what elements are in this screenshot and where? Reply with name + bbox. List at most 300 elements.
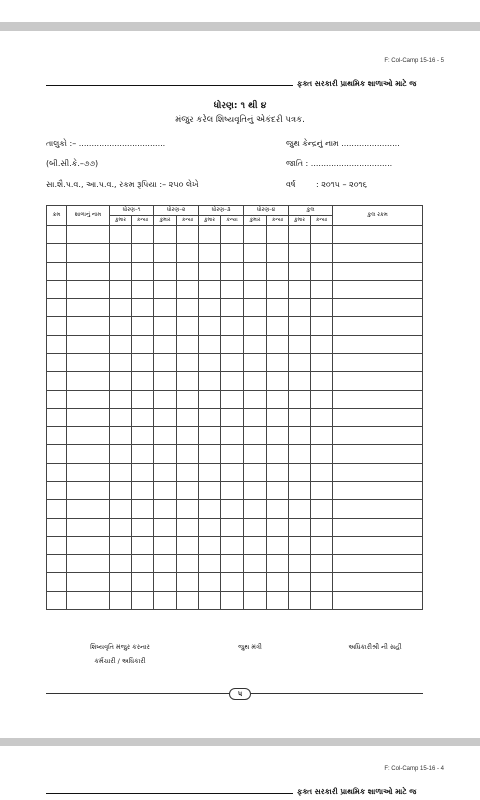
table-cell bbox=[311, 500, 333, 518]
table-cell bbox=[333, 226, 423, 244]
signature-sanctioner bbox=[60, 643, 180, 666]
col-total-amount: કુલ રકમ bbox=[333, 206, 423, 226]
table-cell bbox=[132, 280, 154, 298]
table-cell bbox=[244, 244, 267, 262]
table-cell bbox=[177, 536, 199, 554]
form-subtitle: મંજુર કરેલ શિષ્યવૃતિનું એકંદરી પત્રક. bbox=[175, 115, 305, 125]
table-cell bbox=[289, 463, 311, 481]
table-cell bbox=[221, 463, 244, 481]
table-cell bbox=[267, 445, 289, 463]
table-cell bbox=[154, 262, 177, 280]
table-row bbox=[47, 353, 423, 371]
table-cell bbox=[132, 244, 154, 262]
table-cell bbox=[47, 427, 67, 445]
form-code: F: Col-Camp 15-16 - 5 bbox=[384, 58, 444, 64]
table-cell bbox=[199, 244, 221, 262]
table-cell bbox=[132, 335, 154, 353]
table-cell bbox=[333, 573, 423, 591]
table-row bbox=[47, 390, 423, 408]
table-cell bbox=[47, 390, 67, 408]
header-rule bbox=[46, 85, 293, 86]
col-std-1: ધોરણ–૧ bbox=[110, 206, 154, 216]
table-cell bbox=[333, 408, 423, 426]
table-cell bbox=[47, 280, 67, 298]
table-cell bbox=[177, 555, 199, 573]
table-cell bbox=[110, 408, 132, 426]
table-cell bbox=[311, 591, 333, 609]
table-cell bbox=[110, 335, 132, 353]
signature-officer: અધિકારીશ્રી ની સહી bbox=[348, 643, 402, 651]
header-title: ફક્ત સરકારી પ્રાથમિક શાળાઓ માટે જ bbox=[297, 79, 417, 88]
table-cell bbox=[199, 408, 221, 426]
table-row bbox=[47, 500, 423, 518]
table-cell bbox=[289, 591, 311, 609]
table-cell bbox=[47, 445, 67, 463]
table-cell bbox=[311, 226, 333, 244]
table-cell bbox=[199, 262, 221, 280]
table-cell bbox=[244, 317, 267, 335]
table-cell bbox=[267, 353, 289, 371]
table-cell bbox=[154, 390, 177, 408]
subcol-boys: કુમાર bbox=[199, 216, 221, 226]
table-cell bbox=[221, 555, 244, 573]
table-cell bbox=[154, 299, 177, 317]
table-cell bbox=[311, 280, 333, 298]
table-cell bbox=[244, 390, 267, 408]
table-cell bbox=[67, 335, 110, 353]
table-cell bbox=[132, 445, 154, 463]
table-cell bbox=[289, 335, 311, 353]
table-cell bbox=[267, 408, 289, 426]
table-cell bbox=[67, 244, 110, 262]
table-cell bbox=[154, 481, 177, 499]
table-cell bbox=[110, 390, 132, 408]
table-cell bbox=[177, 244, 199, 262]
table-cell bbox=[244, 372, 267, 390]
next-page-header-rule bbox=[46, 793, 293, 794]
table-cell bbox=[333, 372, 423, 390]
table-cell bbox=[267, 591, 289, 609]
table-cell bbox=[199, 280, 221, 298]
table-cell bbox=[333, 244, 423, 262]
table-cell bbox=[289, 445, 311, 463]
table-cell bbox=[177, 372, 199, 390]
table-cell bbox=[154, 591, 177, 609]
table-cell bbox=[154, 518, 177, 536]
table-cell bbox=[67, 317, 110, 335]
table-cell bbox=[67, 536, 110, 554]
table-cell bbox=[333, 427, 423, 445]
bottom-page-separator bbox=[0, 738, 480, 746]
table-cell bbox=[199, 299, 221, 317]
table-cell bbox=[132, 226, 154, 244]
year-label: વર્ષ bbox=[286, 180, 296, 189]
table-cell bbox=[311, 244, 333, 262]
table-cell bbox=[110, 481, 132, 499]
table-cell bbox=[267, 518, 289, 536]
table-cell bbox=[289, 500, 311, 518]
table-cell bbox=[267, 555, 289, 573]
table-cell bbox=[177, 500, 199, 518]
table-cell bbox=[244, 463, 267, 481]
table-cell bbox=[244, 500, 267, 518]
table-cell bbox=[177, 408, 199, 426]
table-cell bbox=[333, 335, 423, 353]
table-cell bbox=[47, 573, 67, 591]
table-cell bbox=[132, 481, 154, 499]
table-cell bbox=[244, 555, 267, 573]
table-cell bbox=[289, 280, 311, 298]
table-cell bbox=[132, 573, 154, 591]
table-cell bbox=[132, 390, 154, 408]
table-cell bbox=[177, 463, 199, 481]
table-cell bbox=[244, 427, 267, 445]
table-cell bbox=[289, 226, 311, 244]
col-school-name: શાળાનું નામ bbox=[67, 206, 110, 226]
table-row bbox=[47, 555, 423, 573]
table-cell bbox=[199, 591, 221, 609]
table-cell bbox=[67, 573, 110, 591]
table-cell bbox=[333, 262, 423, 280]
table-cell bbox=[67, 408, 110, 426]
table-cell bbox=[289, 481, 311, 499]
table-cell bbox=[267, 280, 289, 298]
table-cell bbox=[47, 299, 67, 317]
table-cell bbox=[244, 536, 267, 554]
table-cell bbox=[221, 481, 244, 499]
table-cell bbox=[177, 280, 199, 298]
table-cell bbox=[47, 262, 67, 280]
table-cell bbox=[67, 226, 110, 244]
table-cell bbox=[244, 518, 267, 536]
table-cell bbox=[177, 481, 199, 499]
table-cell bbox=[154, 408, 177, 426]
table-cell bbox=[267, 573, 289, 591]
col-std-3: ધોરણ–૩ bbox=[199, 206, 244, 216]
table-cell bbox=[221, 536, 244, 554]
table-cell bbox=[47, 500, 67, 518]
subcol-boys: કુમાર bbox=[110, 216, 132, 226]
table-cell bbox=[47, 591, 67, 609]
table-cell bbox=[132, 463, 154, 481]
table-cell bbox=[289, 536, 311, 554]
table-cell bbox=[154, 317, 177, 335]
table-cell bbox=[311, 427, 333, 445]
table-cell bbox=[267, 536, 289, 554]
table-cell bbox=[311, 372, 333, 390]
table-cell bbox=[154, 226, 177, 244]
table-cell bbox=[311, 463, 333, 481]
table-cell bbox=[289, 518, 311, 536]
table-cell bbox=[154, 445, 177, 463]
table-cell bbox=[177, 518, 199, 536]
table-cell bbox=[110, 536, 132, 554]
table-cell bbox=[311, 335, 333, 353]
next-page-header-title: ફક્ત સરકારી પ્રાથમિક શાળાઓ માટે જ bbox=[297, 787, 417, 796]
table-cell bbox=[110, 463, 132, 481]
table-cell bbox=[132, 536, 154, 554]
table-cell bbox=[67, 591, 110, 609]
table-cell bbox=[67, 372, 110, 390]
table-cell bbox=[47, 226, 67, 244]
table-cell bbox=[199, 335, 221, 353]
table-cell bbox=[333, 481, 423, 499]
table-row bbox=[47, 262, 423, 280]
table-cell bbox=[333, 463, 423, 481]
table-cell bbox=[110, 500, 132, 518]
table-cell bbox=[333, 518, 423, 536]
table-row bbox=[47, 536, 423, 554]
table-cell bbox=[244, 445, 267, 463]
table-cell bbox=[67, 427, 110, 445]
table-cell bbox=[67, 481, 110, 499]
table-cell bbox=[110, 226, 132, 244]
table-cell bbox=[221, 244, 244, 262]
table-cell bbox=[67, 390, 110, 408]
table-cell bbox=[221, 353, 244, 371]
table-cell bbox=[132, 518, 154, 536]
table-cell bbox=[221, 299, 244, 317]
table-cell bbox=[132, 317, 154, 335]
table-cell bbox=[47, 335, 67, 353]
table-row bbox=[47, 299, 423, 317]
table-row bbox=[47, 372, 423, 390]
table-cell bbox=[110, 555, 132, 573]
table-cell bbox=[267, 390, 289, 408]
footer-rule-right bbox=[251, 693, 423, 694]
top-page-separator bbox=[0, 22, 480, 31]
table-cell bbox=[177, 335, 199, 353]
table-cell bbox=[199, 353, 221, 371]
table-cell bbox=[289, 317, 311, 335]
table-cell bbox=[154, 280, 177, 298]
table-cell bbox=[289, 427, 311, 445]
table-cell bbox=[267, 317, 289, 335]
table-cell bbox=[244, 573, 267, 591]
table-cell bbox=[311, 408, 333, 426]
subcol-girls: કન્યા bbox=[267, 216, 289, 226]
table-cell bbox=[110, 299, 132, 317]
table-cell bbox=[221, 445, 244, 463]
table-cell bbox=[267, 481, 289, 499]
table-cell bbox=[199, 390, 221, 408]
table-row bbox=[47, 244, 423, 262]
table-cell bbox=[221, 372, 244, 390]
table-cell bbox=[311, 555, 333, 573]
table-cell bbox=[199, 372, 221, 390]
table-cell bbox=[47, 244, 67, 262]
table-cell bbox=[311, 445, 333, 463]
table-cell bbox=[289, 555, 311, 573]
subcol-girls: કન્યા bbox=[177, 216, 199, 226]
table-cell bbox=[110, 280, 132, 298]
table-cell bbox=[289, 262, 311, 280]
table-cell bbox=[244, 335, 267, 353]
table-cell bbox=[221, 408, 244, 426]
table-cell bbox=[311, 536, 333, 554]
table-cell bbox=[110, 518, 132, 536]
col-serial: ક્રમ bbox=[47, 206, 67, 226]
table-cell bbox=[289, 353, 311, 371]
table-cell bbox=[311, 299, 333, 317]
group-center-field: જુથ કેન્દ્રનું નામ ....................... bbox=[286, 139, 400, 148]
table-cell bbox=[244, 481, 267, 499]
table-row bbox=[47, 445, 423, 463]
table-cell bbox=[221, 262, 244, 280]
table-cell bbox=[154, 427, 177, 445]
table-cell bbox=[132, 500, 154, 518]
table-cell bbox=[132, 408, 154, 426]
table-cell bbox=[110, 353, 132, 371]
table-cell bbox=[132, 555, 154, 573]
table-row bbox=[47, 481, 423, 499]
signature-sanctioner-line1: શિષ્યવૃતિ મંજુર કરનાર bbox=[90, 643, 150, 651]
table-cell bbox=[154, 244, 177, 262]
table-cell bbox=[244, 262, 267, 280]
table-row bbox=[47, 317, 423, 335]
table-cell bbox=[47, 481, 67, 499]
table-cell bbox=[177, 226, 199, 244]
table-cell bbox=[221, 390, 244, 408]
table-row bbox=[47, 280, 423, 298]
bc-code-field: (બી.સી.કે.–૭૭) bbox=[46, 159, 99, 168]
table-cell bbox=[199, 500, 221, 518]
table-cell bbox=[333, 445, 423, 463]
table-cell bbox=[154, 463, 177, 481]
table-row bbox=[47, 408, 423, 426]
table-cell bbox=[244, 299, 267, 317]
signature-sanctioner-line2: કર્મચારી / અધિકારી bbox=[94, 657, 146, 665]
table-cell bbox=[311, 518, 333, 536]
table-cell bbox=[177, 353, 199, 371]
table-cell bbox=[47, 536, 67, 554]
table-cell bbox=[311, 317, 333, 335]
table-cell bbox=[177, 591, 199, 609]
table-cell bbox=[110, 244, 132, 262]
table-cell bbox=[199, 445, 221, 463]
table-cell bbox=[110, 445, 132, 463]
table-cell bbox=[311, 390, 333, 408]
table-cell bbox=[221, 335, 244, 353]
subcol-girls: કન્યા bbox=[311, 216, 333, 226]
table-cell bbox=[267, 244, 289, 262]
table-cell bbox=[110, 573, 132, 591]
table-cell bbox=[289, 408, 311, 426]
table-cell bbox=[333, 299, 423, 317]
table-cell bbox=[221, 591, 244, 609]
table-cell bbox=[47, 518, 67, 536]
subcol-boys: કુમાર bbox=[154, 216, 177, 226]
table-cell bbox=[110, 317, 132, 335]
table-cell bbox=[110, 372, 132, 390]
table-cell bbox=[267, 427, 289, 445]
table-cell bbox=[221, 518, 244, 536]
subcol-girls: કન્યા bbox=[221, 216, 244, 226]
table-cell bbox=[199, 427, 221, 445]
table-cell bbox=[267, 372, 289, 390]
table-cell bbox=[47, 353, 67, 371]
table-cell bbox=[333, 536, 423, 554]
table-cell bbox=[267, 226, 289, 244]
table-cell bbox=[154, 353, 177, 371]
table-header-row bbox=[47, 206, 423, 216]
table-cell bbox=[289, 299, 311, 317]
table-cell bbox=[199, 463, 221, 481]
table-cell bbox=[333, 555, 423, 573]
table-cell bbox=[333, 353, 423, 371]
table-cell bbox=[154, 536, 177, 554]
table-body bbox=[47, 226, 423, 610]
table-cell bbox=[67, 262, 110, 280]
table-cell bbox=[132, 353, 154, 371]
table-cell bbox=[244, 226, 267, 244]
taluka-field: તાલુકો :– .................................. bbox=[46, 139, 166, 148]
col-total: કુલ bbox=[289, 206, 333, 216]
table-cell bbox=[199, 481, 221, 499]
table-cell bbox=[67, 555, 110, 573]
table-cell bbox=[221, 427, 244, 445]
table-row bbox=[47, 518, 423, 536]
table-cell bbox=[267, 500, 289, 518]
table-cell bbox=[311, 262, 333, 280]
subcol-girls: કન્યા bbox=[132, 216, 154, 226]
table-cell bbox=[67, 500, 110, 518]
table-cell bbox=[177, 573, 199, 591]
table-cell bbox=[177, 427, 199, 445]
table-cell bbox=[221, 280, 244, 298]
table-cell bbox=[154, 555, 177, 573]
table-cell bbox=[177, 445, 199, 463]
signature-group-minister: જુથ મંત્રી bbox=[238, 643, 262, 651]
table-row bbox=[47, 427, 423, 445]
table-cell bbox=[333, 317, 423, 335]
year-value: : ૨૦૧૫ – ૨૦૧૬ bbox=[316, 180, 367, 189]
caste-field: જાતિ : ................................ bbox=[286, 159, 393, 168]
table-cell bbox=[110, 262, 132, 280]
table-cell bbox=[311, 481, 333, 499]
col-std-2: ધોરણ–૨ bbox=[154, 206, 199, 216]
table-cell bbox=[267, 463, 289, 481]
table-cell bbox=[289, 390, 311, 408]
table-cell bbox=[132, 299, 154, 317]
table-cell bbox=[244, 353, 267, 371]
table-cell bbox=[199, 555, 221, 573]
scheme-field: સા.શૈ.પ.વ., આ.પ.વ., રકમ રૂપિયા :– ૨૫૦ લેખે bbox=[46, 180, 199, 189]
table-row bbox=[47, 591, 423, 609]
table-cell bbox=[289, 244, 311, 262]
table-cell bbox=[199, 518, 221, 536]
table-cell bbox=[289, 573, 311, 591]
table-row bbox=[47, 226, 423, 244]
subcol-boys: કુમાર bbox=[289, 216, 311, 226]
footer-rule-left bbox=[46, 693, 229, 694]
table-cell bbox=[221, 500, 244, 518]
table-cell bbox=[221, 226, 244, 244]
table-cell bbox=[177, 317, 199, 335]
table-cell bbox=[333, 390, 423, 408]
table-row bbox=[47, 335, 423, 353]
table-cell bbox=[47, 463, 67, 481]
table-cell bbox=[199, 226, 221, 244]
table-cell bbox=[67, 518, 110, 536]
table-cell bbox=[333, 500, 423, 518]
table-cell bbox=[67, 463, 110, 481]
table-cell bbox=[267, 262, 289, 280]
table-cell bbox=[67, 280, 110, 298]
table-cell bbox=[47, 408, 67, 426]
page-number: ૫ bbox=[229, 688, 251, 700]
table-cell bbox=[333, 280, 423, 298]
